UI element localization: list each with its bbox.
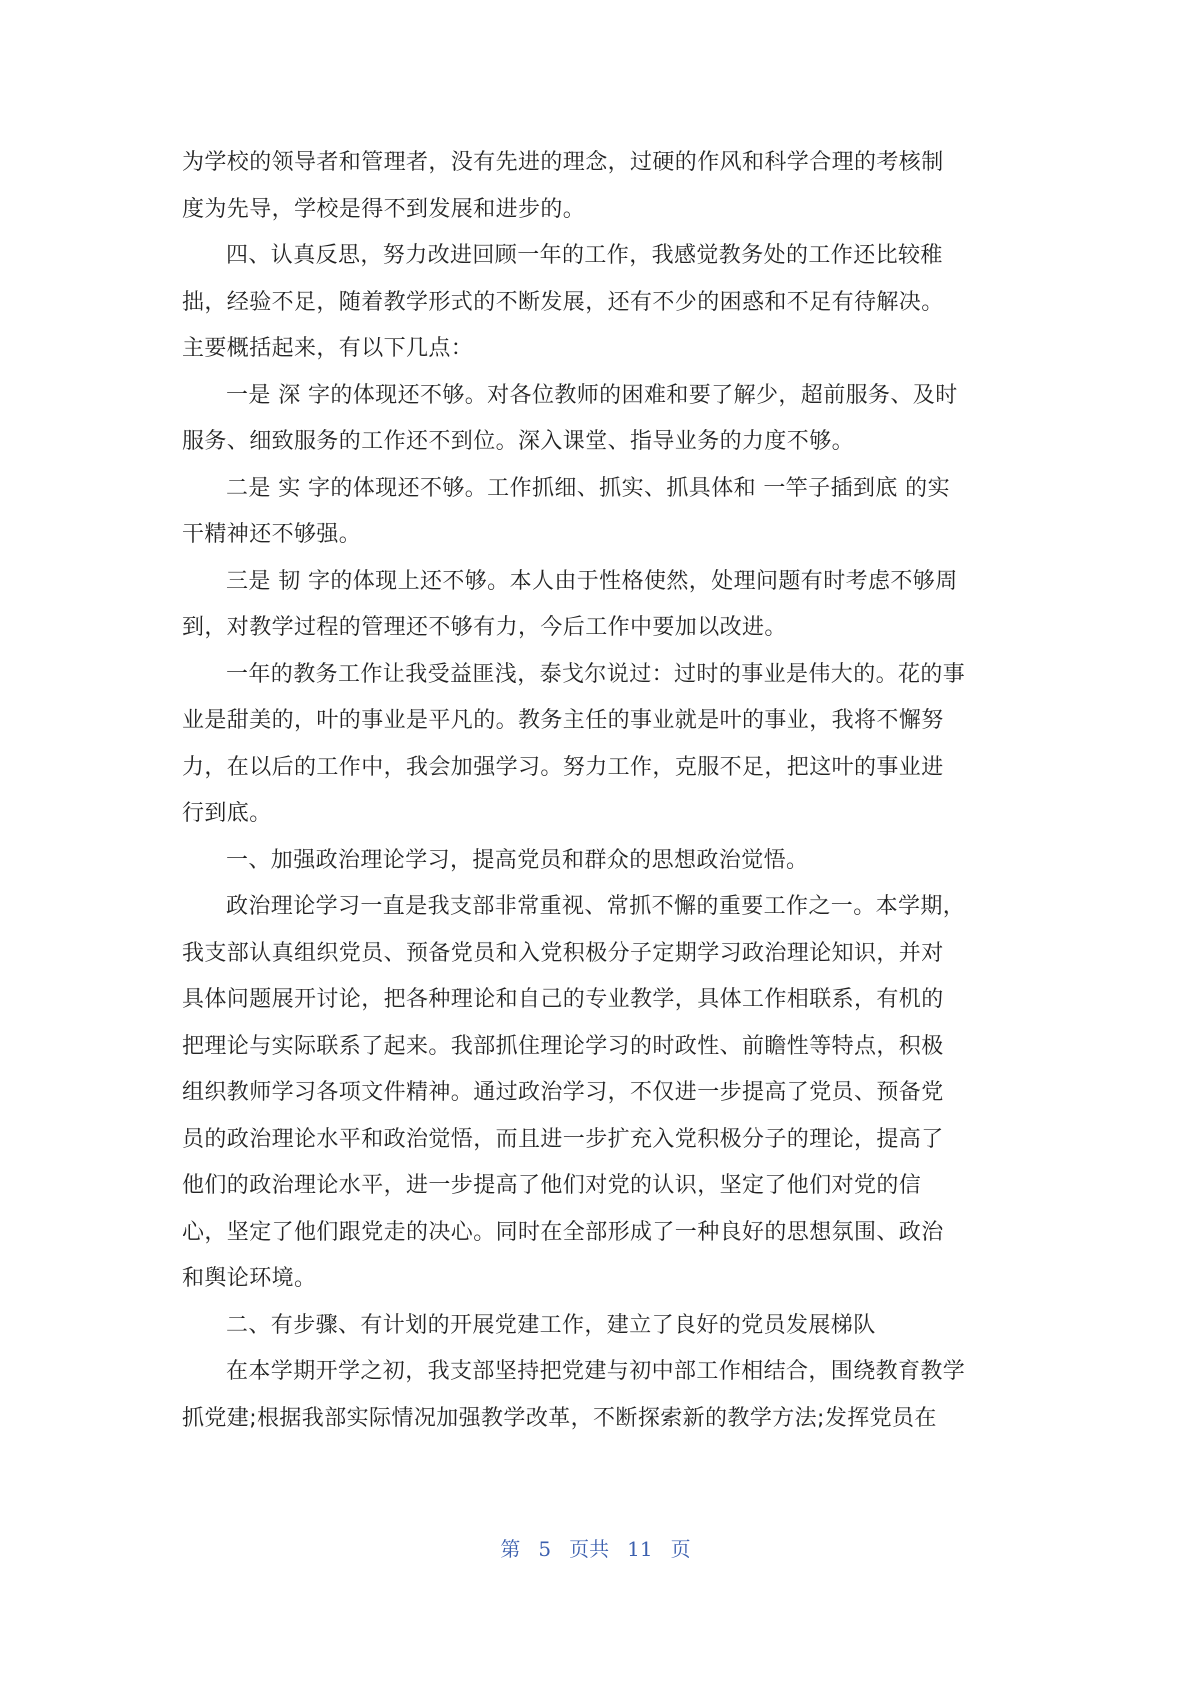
text-line: 度为先导，学校是得不到发展和进步的。 <box>182 196 586 222</box>
text-line: 拙，经验不足，随着教学形式的不断发展，还有不少的困惑和不足有待解决。 <box>182 289 944 315</box>
text-line: 在本学期开学之初，我支部坚持把党建与初中部工作相结合，围绕教育教学 <box>226 1359 966 1384</box>
document-body <box>182 140 1017 1442</box>
text-line: 主要概括起来，有以下几点： <box>182 336 474 361</box>
text-line: 我支部认真组织党员、预备党员和入党积极分子定期学习政治理论知识，并对 <box>182 940 944 966</box>
text-line: 二是 实 字的体现还不够。工作抓细、抓实、抓具体和 一竿子插到底 的实 <box>226 475 950 501</box>
text-line: 一是 深 字的体现还不够。对各位教师的困难和要了解少，超前服务、及时 <box>226 382 958 408</box>
current-page-number: 5 <box>538 1537 552 1561</box>
text-line: 一年的教务工作让我受益匪浅，泰戈尔说过：过时的事业是伟大的。花的事 <box>226 661 966 687</box>
text-line: 行到底。 <box>182 801 272 826</box>
page-footer <box>0 1533 1191 1562</box>
text-line: 三是 韧 字的体现上还不够。本人由于性格使然，处理问题有时考虑不够周 <box>226 568 958 594</box>
text-line: 抓党建;根据我部实际情况加强教学改革，不断探索新的教学方法;发挥党员在 <box>182 1405 937 1431</box>
text-line: 为学校的领导者和管理者，没有先进的理念，过硬的作风和科学合理的考核制 <box>182 150 944 175</box>
text-line: 他们的政治理论水平，进一步提高了他们对党的认识，坚定了他们对党的信 <box>182 1173 922 1198</box>
text-line: 干精神还不够强。 <box>182 522 362 547</box>
total-pages-number: 11 <box>627 1537 653 1561</box>
page-suffix: 页 <box>670 1537 691 1561</box>
page-prefix: 第 <box>500 1537 521 1561</box>
text-line: 一、加强政治理论学习，提高党员和群众的思想政治觉悟。 <box>226 847 809 873</box>
page-middle-text: 页共 <box>569 1537 610 1561</box>
text-line: 业是甜美的，叶的事业是平凡的。教务主任的事业就是叶的事业，我将不懈努 <box>182 708 944 733</box>
text-line: 员的政治理论水平和政治觉悟，而且进一步扩充入党积极分子的理论，提高了 <box>182 1126 944 1152</box>
text-line: 到，对教学过程的管理还不够有力，今后工作中要加以改进。 <box>182 615 787 640</box>
text-line: 服务、细致服务的工作还不到位。深入课堂、指导业务的力度不够。 <box>182 429 855 454</box>
text-line: 力，在以后的工作中，我会加强学习。努力工作，克服不足，把这叶的事业进 <box>182 754 944 780</box>
text-line: 具体问题展开讨论，把各种理论和自己的专业教学，具体工作相联系，有机的 <box>182 987 944 1012</box>
text-line: 二、有步骤、有计划的开展党建工作，建立了良好的党员发展梯队 <box>226 1312 876 1338</box>
text-line: 心，坚定了他们跟党走的决心。同时在全部形成了一种良好的思想氛围、政治 <box>182 1219 944 1245</box>
text-line: 和舆论环境。 <box>182 1266 317 1291</box>
text-line: 组织教师学习各项文件精神。通过政治学习，不仅进一步提高了党员、预备党 <box>182 1080 944 1105</box>
text-line: 把理论与实际联系了起来。我部抓住理论学习的时政性、前瞻性等特点，积极 <box>182 1033 944 1059</box>
text-line: 政治理论学习一直是我支部非常重视、常抓不懈的重要工作之一。本学期， <box>226 894 966 919</box>
text-line: 四、认真反思，努力改进回顾一年的工作，我感觉教务处的工作还比较稚 <box>226 243 943 268</box>
